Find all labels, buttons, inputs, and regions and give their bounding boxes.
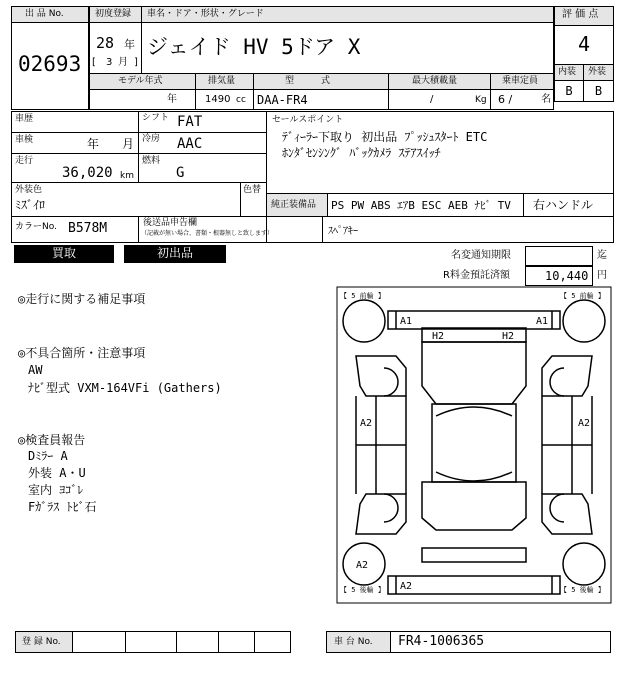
grade-value: 4 xyxy=(577,32,591,56)
grade-label: 評 価 点 xyxy=(562,9,599,20)
defects-heading: ◎不具合箇所・注意事項 xyxy=(18,346,146,360)
inspection-month: 月 xyxy=(122,137,135,151)
reg-no-label: 登 録 No. xyxy=(22,637,61,647)
interior-value: B xyxy=(565,84,573,98)
chassis-no-value: FR4-1006365 xyxy=(398,634,485,649)
inspector-line-3: 室内 ﾖｺﾞﾚ xyxy=(28,483,84,497)
damage-rear-bumper: A2 xyxy=(400,581,413,592)
damage-hood-right: H2 xyxy=(502,331,515,342)
inspector-line-1: Dﾐﾗｰ A xyxy=(28,449,68,463)
inspector-line-4: Fｶﾞﾗｽ ﾄﾋﾞ石 xyxy=(28,500,97,514)
displacement-cc: cc xyxy=(236,95,246,105)
ext-color-label: 外装色 xyxy=(15,185,43,195)
exterior-label: 外装 xyxy=(588,67,607,77)
damage-front-bumper-right: A1 xyxy=(536,316,549,327)
chassis-no-label: 車 台 No. xyxy=(334,637,373,647)
type-value: DAA-FR4 xyxy=(257,93,308,107)
name-change-cell xyxy=(525,246,593,266)
post-declaration-right-cell xyxy=(322,216,614,243)
inspection-year: 年 xyxy=(87,137,100,151)
defect-line-2: ﾅﾋﾞ型式 VXM-164VFi (Gathers) xyxy=(28,381,222,395)
color-no-label: カラーNo. xyxy=(15,222,57,232)
mileage-value: 36,020 xyxy=(62,165,113,181)
divider xyxy=(125,631,126,653)
mileage-km: km xyxy=(120,171,134,181)
sales-points-label: セールスポイント xyxy=(272,115,344,125)
car-name-value: ジェイド HV 5ドア X xyxy=(147,35,361,59)
divider xyxy=(176,631,177,653)
car-damage-diagram xyxy=(336,286,612,604)
defect-line-1: AW xyxy=(28,363,43,377)
fuel-value: G xyxy=(176,165,185,181)
damage-left-side: A2 xyxy=(360,418,373,429)
inspector-line-2: 外装 A・U xyxy=(28,466,86,480)
type-label: 型 式 xyxy=(285,76,331,86)
recycle-fee-unit: 円 xyxy=(597,270,607,281)
inspector-heading: ◎検査員報告 xyxy=(18,433,86,447)
handle-value: 右ハンドル xyxy=(533,198,594,212)
damage-right-side: A2 xyxy=(578,418,591,429)
fuel-label: 燃料 xyxy=(142,156,161,166)
history-label: 車歴 xyxy=(15,114,34,124)
interior-label: 内装 xyxy=(558,67,577,77)
shift-value: FAT xyxy=(177,114,203,130)
first-reg-year: 28 xyxy=(96,34,115,52)
color-change-label: 色替 xyxy=(243,185,262,195)
tag-rear-right: 【 5 後輪 】 xyxy=(560,586,605,594)
max-load-label: 最大積載量 xyxy=(412,76,458,86)
lot-no-value: 02693 xyxy=(18,52,82,76)
divider xyxy=(218,631,219,653)
driving-notes-heading: ◎走行に関する補足事項 xyxy=(18,292,146,306)
sales-point-line-2: ﾎﾝﾀﾞｾﾝｼﾝｸﾞ ﾊﾞｯｸｶﾒﾗ ｽﾃｱｽｲｯﾁ xyxy=(282,146,441,160)
displacement-label: 排気量 xyxy=(208,76,236,86)
sales-point-line-1: ﾃﾞｨｰﾗｰ下取り 初出品 ﾌﾟｯｼｭｽﾀｰﾄ ETC xyxy=(282,130,488,144)
post-declaration-label: 後送品申告欄 xyxy=(143,218,198,228)
divider xyxy=(523,193,524,217)
first-reg-month-unit: 月 xyxy=(118,57,128,68)
color-no-value: B578M xyxy=(68,221,108,236)
first-reg-month: 3 xyxy=(106,57,113,68)
post-declaration-note: （記載が無い場合、書類・根器無しと致します） xyxy=(141,230,274,237)
genuine-equip-value: PS PW ABS ｴｱB ESC AEB ﾅﾋﾞ TV xyxy=(331,199,511,212)
max-load-sep: / xyxy=(430,94,434,105)
first-reg-year-unit: 年 xyxy=(124,38,135,51)
displacement-value: 1490 xyxy=(205,94,231,105)
ext-color-cell xyxy=(11,182,241,217)
model-year-label: モデル年式 xyxy=(118,76,163,86)
ac-value: AAC xyxy=(177,136,203,152)
genuine-equip-label: 純正装備品 xyxy=(271,200,317,210)
purchase-button[interactable]: 買取 xyxy=(14,245,114,263)
first-listing-button[interactable]: 初出品 xyxy=(124,245,226,263)
capacity-label: 乗車定員 xyxy=(502,76,539,86)
mileage-label: 走行 xyxy=(15,156,34,166)
name-change-label: 名変通知期限 xyxy=(451,250,511,261)
capacity-unit: 名 xyxy=(541,94,551,105)
lot-no-label: 出 品 No. xyxy=(25,9,64,19)
capacity-value: 6 / xyxy=(498,93,513,106)
tag-rear-left: 【 5 後輪 】 xyxy=(340,586,385,594)
inspection-label: 車検 xyxy=(15,135,34,145)
damage-front-bumper-left: A1 xyxy=(400,316,413,327)
recycle-fee-value: 10,440 xyxy=(545,269,589,283)
divider xyxy=(254,631,255,653)
tag-front-left: 【 5 前輪 】 xyxy=(340,292,385,300)
max-load-kg: Kg xyxy=(475,95,487,105)
name-change-unit: 迄 xyxy=(597,250,607,261)
model-year-unit: 年 xyxy=(167,94,177,105)
ac-label: 冷房 xyxy=(142,134,161,144)
damage-rear-left-wheel: A2 xyxy=(356,560,369,571)
post-declaration-value: ｽﾍﾟｱｷｰ xyxy=(328,226,358,237)
car-name-label: 車名・ドア・形状・グレード xyxy=(147,9,264,19)
ext-color-value: ﾐｽﾞｲﾛ xyxy=(15,198,46,212)
first-reg-month-bracket-l: [ xyxy=(92,57,96,68)
tag-front-right: 【 5 前輪 】 xyxy=(560,292,605,300)
first-reg-label: 初度登録 xyxy=(95,9,132,19)
first-reg-month-bracket-r: ] xyxy=(134,57,138,68)
shift-label: シフト xyxy=(142,113,170,123)
exterior-value: B xyxy=(594,84,603,98)
damage-hood-left: H2 xyxy=(432,331,445,342)
recycle-fee-label: R料金預託済額 xyxy=(443,270,510,281)
